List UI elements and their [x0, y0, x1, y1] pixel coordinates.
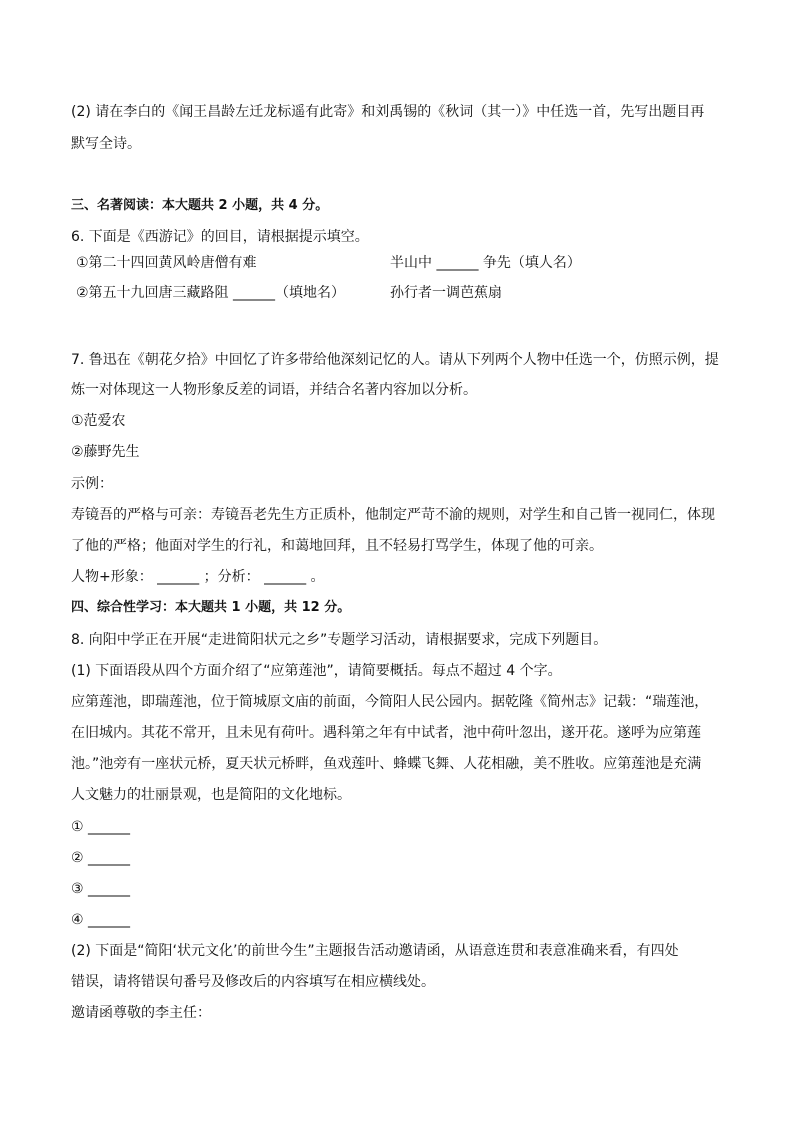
q8-blank-1: ① ______: [71, 819, 131, 835]
q6-stem: 6. 下面是《西游记》的回目，请根据提示填空。: [71, 229, 369, 245]
q7-answer-line: 人物+形象： ______ ；分析： ______ 。: [71, 569, 325, 585]
q8-passage-line-4: 人文魅力的壮丽景观，也是简阳的文化地标。: [71, 787, 351, 803]
q7-option-1: ①范爱农: [71, 413, 126, 429]
q8-blank-2: ② ______: [71, 850, 131, 866]
q7-option-2: ②藤野先生: [71, 444, 140, 460]
q7-stem-line-1: 7. 鲁迅在《朝花夕拾》中回忆了许多带给他深刻记忆的人。请从下列两个人物中任选一个，仿照示例，提: [71, 352, 719, 368]
q5-2-line-1: (2) 请在李白的《闻王昌龄左迁龙标遥有此寄》和刘禹锡的《秋词（其一）》中任选一首，先写出题目再: [71, 104, 705, 120]
q8-sub2-line-1: (2) 下面是“简阳‘状元文化’的前世今生”主题报告活动邀请函，从语意连贯和表意准确来看，有四处: [71, 943, 679, 959]
q6-row1-left: ①第二十四回黄风岭唐僧有难: [76, 255, 257, 271]
q8-sub2-line-2: 错误，请将错误句番号及修改后的内容填写在相应横线处。: [71, 974, 435, 990]
q6-row2-right: 孙行者一调芭蕉扇: [390, 285, 502, 301]
q7-example-label: 示例：: [71, 476, 113, 492]
q8-letter-salutation: 邀请函尊敬的李主任：: [71, 1005, 211, 1021]
section-3-title: 三、名著阅读：本大题共 2 小题，共 4 分。: [71, 198, 329, 213]
q6-row1-right: 半山中 ______ 争先（填人名）: [390, 255, 581, 271]
q6-row2-left: ②第五十九回唐三藏路阻 ______（填地名）: [76, 285, 346, 301]
q5-2-line-2: 默写全诗。: [71, 136, 141, 152]
q8-passage-line-1: 应第莲池，即瑞莲池，位于简城原文庙的前面，今简阳人民公园内。据乾隆《简州志》记载：“瑞莲池，: [71, 694, 709, 710]
q8-passage-line-2: 在旧城内。其花不常开，且未见有荷叶。遇科第之年有中试者，池中荷叶忽出，遂开花。遂呼为应第莲: [71, 725, 701, 741]
q7-stem-line-2: 炼一对体现这一人物形象反差的词语，并结合名著内容加以分析。: [71, 382, 477, 398]
q7-example-line-1: 寿镜吾的严格与可亲：寿镜吾老先生方正质朴，他制定严苛不渝的规则，对学生和自己皆一视同仁，体现: [71, 507, 715, 523]
q8-blank-3: ③ ______: [71, 881, 131, 897]
section-4-title: 四、综合性学习：本大题共 1 小题，共 12 分。: [71, 600, 351, 615]
q7-example-line-2: 了他的严格；他面对学生的行礼，和蔼地回拜，且不轻易打骂学生，体现了他的可亲。: [71, 538, 603, 554]
q8-sub1-prompt: (1) 下面语段从四个方面介绍了“应第莲池”，请简要概括。每点不超过 4 个字。: [71, 663, 562, 679]
q8-blank-4: ④ ______: [71, 912, 131, 928]
q8-passage-line-3: 池。”池旁有一座状元桥，夏天状元桥畔，鱼戏莲叶、蜂蝶飞舞、人花相融，美不胜收。应第莲池是充满: [71, 756, 702, 772]
q8-stem: 8. 向阳中学正在开展“走进简阳状元之乡”专题学习活动，请根据要求，完成下列题目。: [71, 632, 608, 648]
